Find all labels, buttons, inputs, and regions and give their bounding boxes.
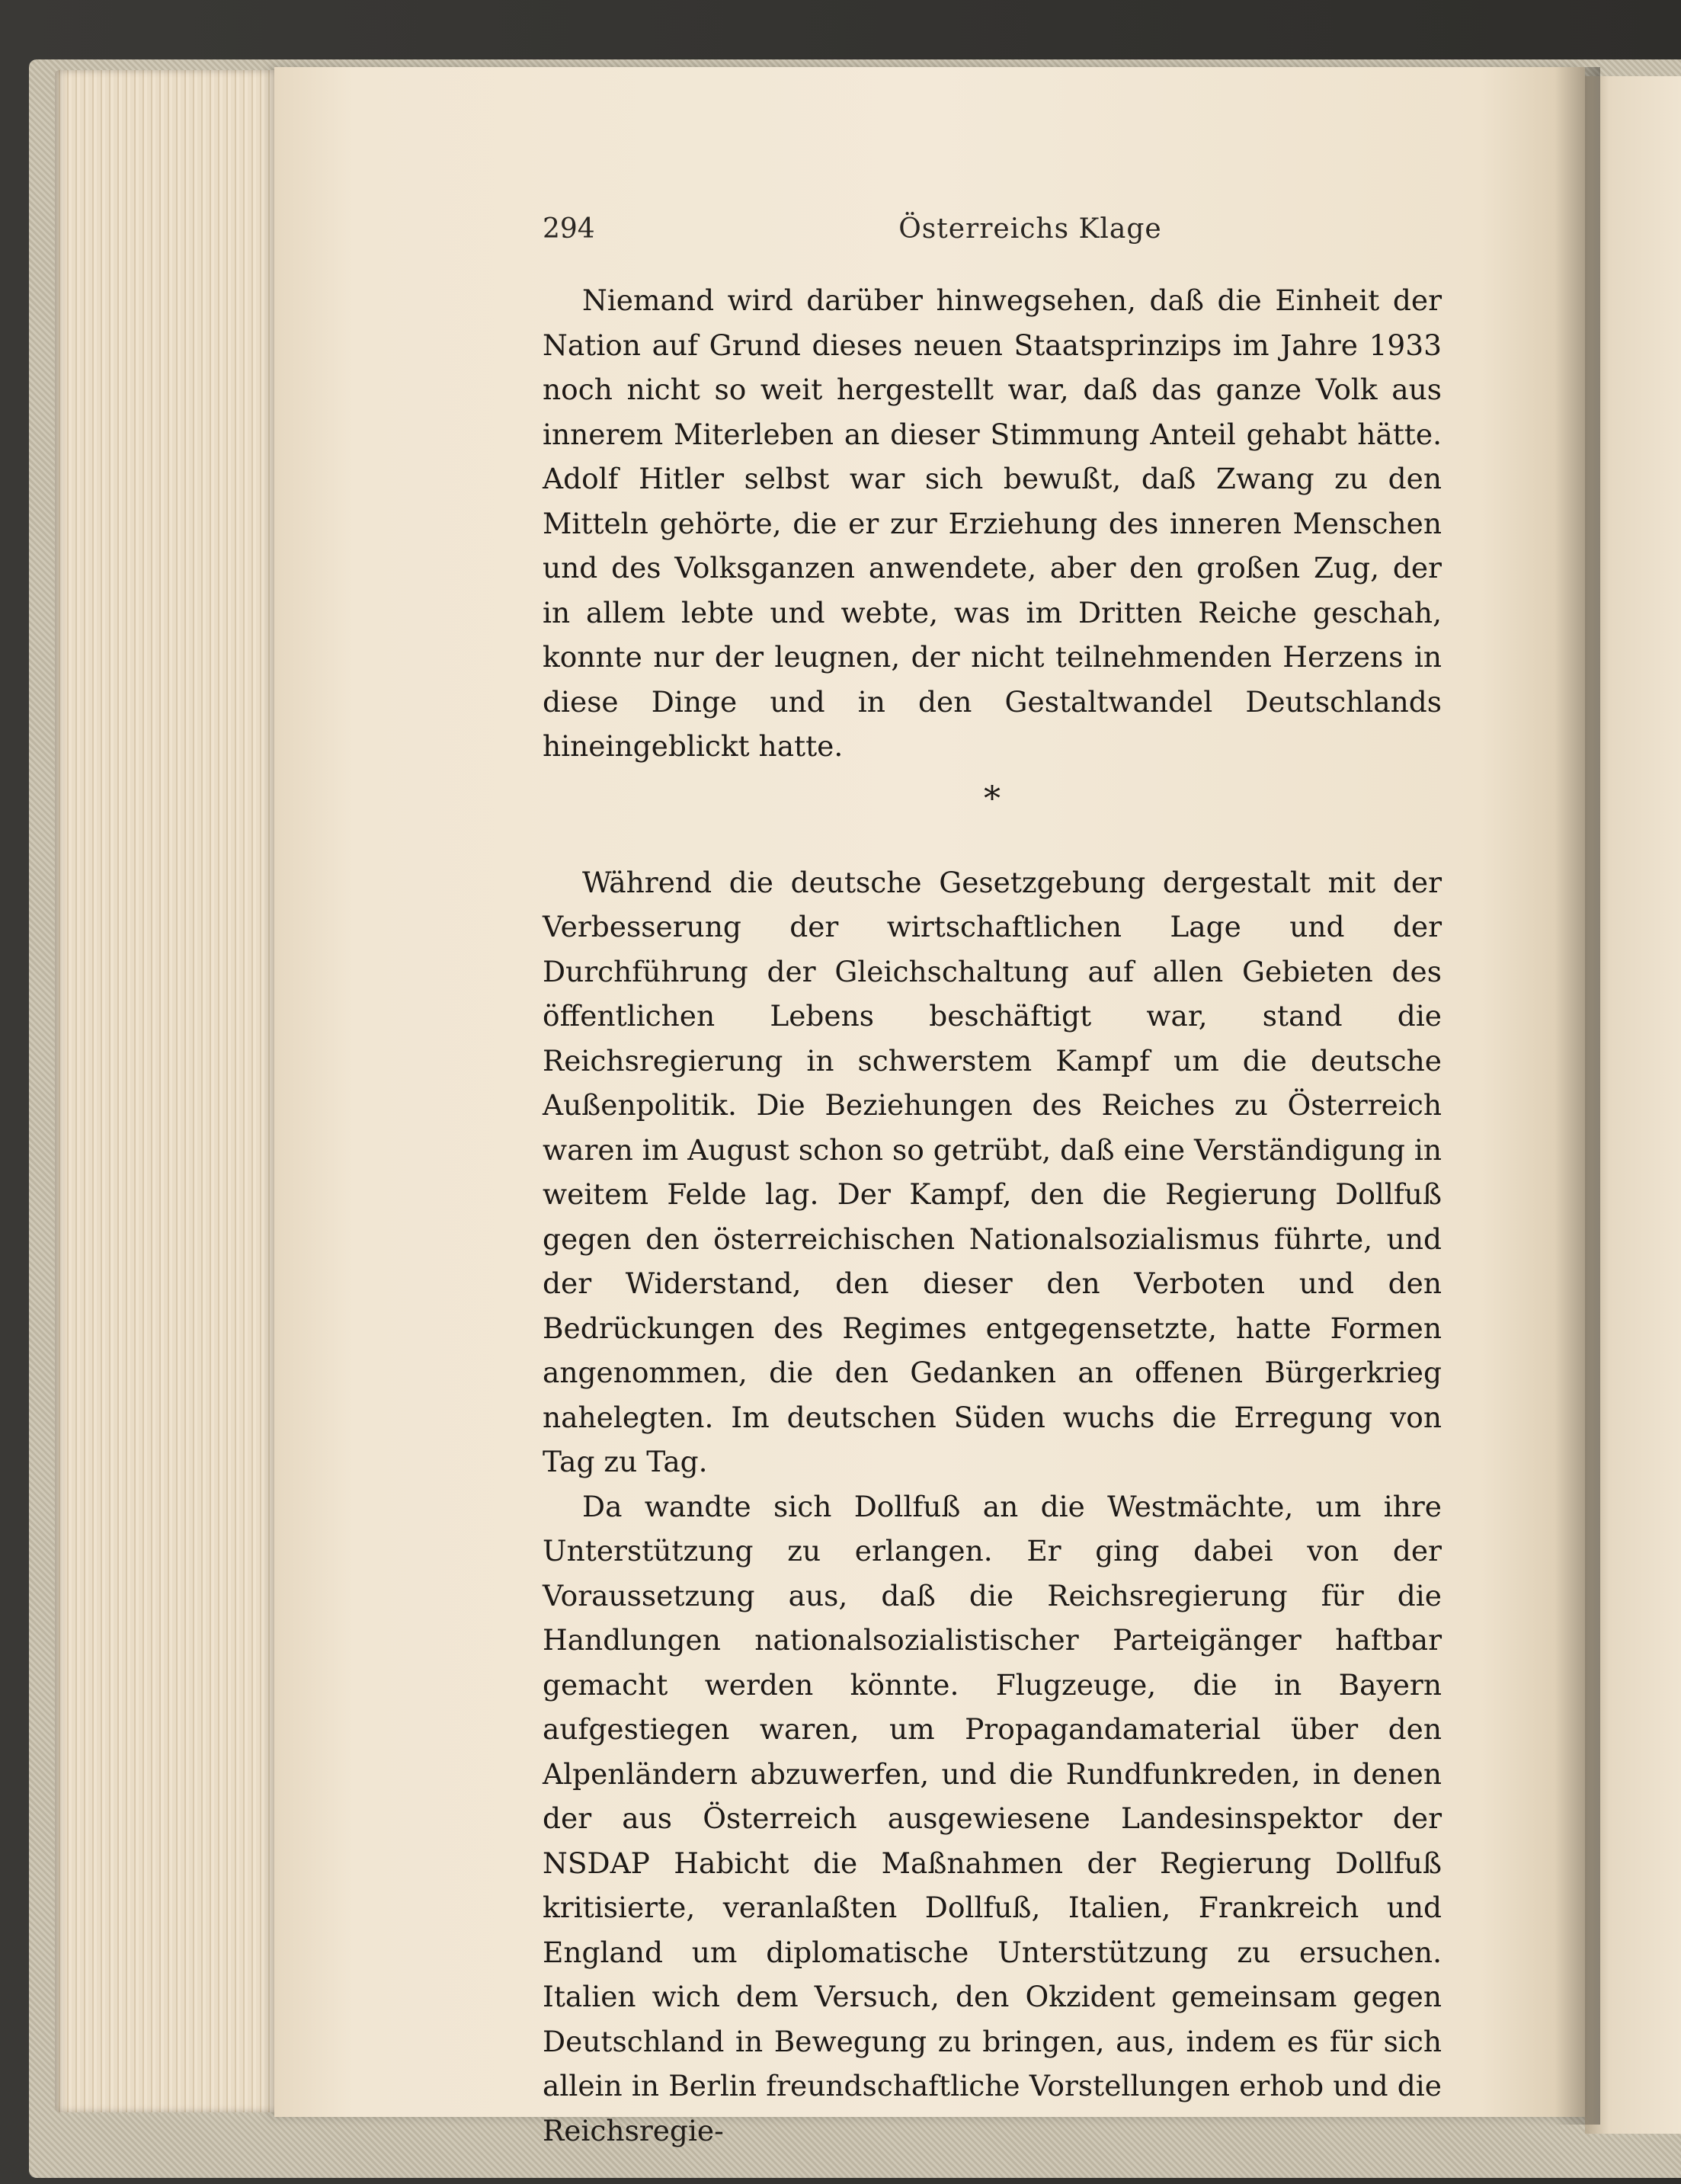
section-separator: * — [984, 779, 1001, 818]
spine-shadow — [1555, 67, 1600, 2125]
page-edges — [55, 70, 283, 2112]
chapter-title: Österreichs Klage — [898, 213, 1162, 245]
paragraph: Da wandte sich Dollfuß an die Westmächte, um ihre Unterstützung zu erlangen. Er ging dabei von der Voraussetzung aus, daß die Reichsregierung für die Handlungen nationalsozialistischer Parteigänger haftbar gemacht werden könnte. Flugzeuge, die in Bayern aufgestiegen waren, um Propagandamaterial über den Alpenländern abzuwerfen, und die Rundfunkreden, in denen der aus Österreich ausgewiesene Landesinspektor der NSDAP Habicht die Maßnahmen der Regierung Dollfuß kritisierte, veranlaßten Dollfuß, Italien, Frankreich und England um diplomatische Unterstützung zu ersuchen. Italien wich dem Versuch, den Okzident gemeinsam gegen Deutschland in Bewegung zu bringen, aus, indem es für sich allein in Berlin freundschaftliche Vorstellungen erhob und die Reichsregie- — [543, 1489, 1442, 2147]
running-head — [543, 213, 1518, 259]
page-number: 294 — [543, 213, 595, 245]
paragraph: Während die deutsche Gesetzgebung dergestalt mit der Verbesserung der wirtschaftlichen Lage und der Durchführung der Gleichschaltung auf allen Gebieten des öffentlichen Lebens beschäftigt war, stand die Reichsregierung in schwerstem Kampf um die deutsche Außenpolitik. Die Beziehungen des Reiches zu Österreich waren im August schon so getrübt, daß eine Verständigung in weitem Felde lag. Der Kampf, den die Regierung Dollfuß gegen den österreichischen Nationalsozialismus führte, und der Widerstand, den dieser den Verboten und den Bedrückungen des Regimes entgegensetzte, hatte Formen angenommen, die den Gedanken an offenen Bürgerkrieg nahelegten. Im deutschen Süden wuchs die Erregung von Tag zu Tag. — [543, 865, 1442, 1478]
body-text — [543, 278, 1442, 2153]
paragraph: Niemand wird darüber hinwegsehen, daß die Einheit der Nation auf Grund dieses neuen Staatsprinzips im Jahre 1933 noch nicht so weit hergestellt war, daß das ganze Volk aus innerem Miterleben an dieser Stimmung Anteil gehabt hätte. Adolf Hitler selbst war sich bewußt, daß Zwang zu den Mitteln gehörte, die er zur Erziehung des inneren Menschen und des Volksganzen anwendete, aber den großen Zug, der in allem lebte und webte, was im Dritten Reiche geschah, konnte nur der leugnen, der nicht teilnehmenden Herzens in diese Dinge und in den Gestaltwandel Deutschlands hineingeblickt hatte. — [543, 283, 1442, 763]
